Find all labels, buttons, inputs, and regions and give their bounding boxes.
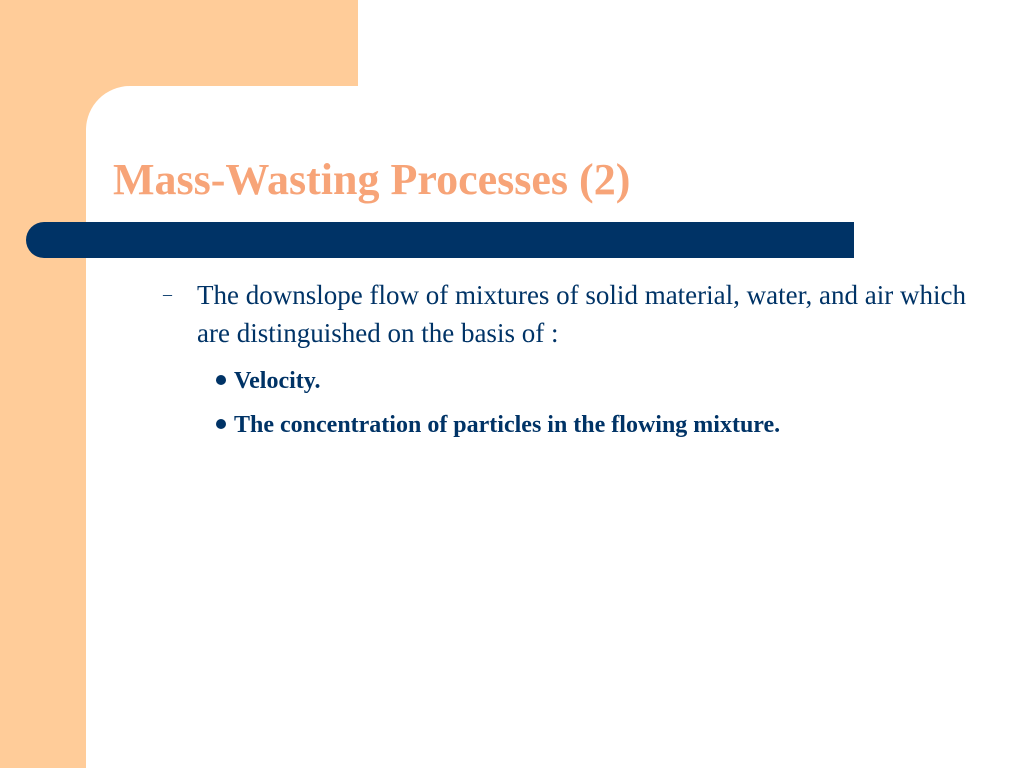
body-paragraph: The downslope flow of mixtures of solid material, water, and air which are distinguished on the basis of : (197, 280, 966, 348)
bullet-dot-icon (216, 375, 226, 385)
slide-title: Mass-Wasting Processes (2) (113, 155, 631, 204)
sub-bullet-text: Velocity. (234, 368, 321, 394)
title-underline-bar (26, 222, 854, 258)
sub-bullet-text: The concentration of particles in the flowing mixture. (234, 412, 781, 438)
dash-bullet: – (163, 284, 172, 304)
bullet-dot-icon (216, 419, 226, 429)
sub-bullet-item (216, 364, 320, 398)
sub-bullet-item (216, 408, 780, 442)
